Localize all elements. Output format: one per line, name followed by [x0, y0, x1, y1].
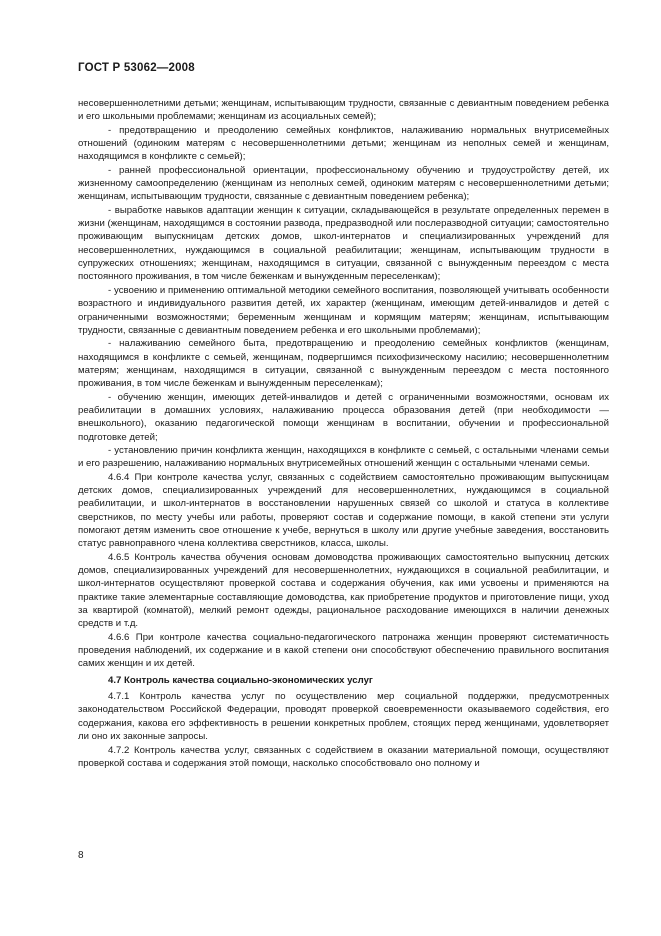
- list-item: - налаживанию семейного быта, предотвращению и преодолению семейных конфликтов (женщинам, находящимся в конфликте с семьей, женщинам, подвергшимся психофизическому насилию; несовершеннолетним матерям; женщинам, находящимся в ситуации, связанной с вынужденным переездом с места постоянного проживания, в том числе беженкам и вынужденным переселенкам);: [78, 338, 609, 390]
- section-heading-4-7: 4.7 Контроль качества социально-экономических услуг: [108, 674, 373, 686]
- document-body: [78, 97, 609, 770]
- list-item: - установлению причин конфликта женщин, находящихся в конфликте с семьей, с остальными членами семьи и его разрешению, налаживанию нормальных внутрисемейных отношений женщин с остальными членами семьи.: [78, 444, 609, 470]
- standard-header: ГОСТ Р 53062—2008: [78, 62, 195, 74]
- paragraph-continuation: несовершеннолетними детьми; женщинам, испытывающим трудности, связанные с девиантным поведением ребенка и его школьными проблемами; женщинам из асоциальных семей);: [78, 98, 609, 123]
- clause-4-6-4: 4.6.4 При контроле качества услуг, связанных с содействием самостоятельно проживающим выпускницам детских домов, специализированных учреждений для несовершеннолетних, нуждающимся в социальной реабилитации, и школ-интернатов в восстановлении нарушенных связей со школой и статуса в коллективе сверстников, по месту учебы или работы, проверяют состав и содержание помощи, в какой степени эти услуги помогают детям изменить свое отношение к учебе, вернуться в школу или другие учебные заведения, восстановить статус равноправного члена коллектива сверстников, класса, школы.: [78, 471, 609, 550]
- page-number: 8: [78, 850, 84, 861]
- list-item: - ранней профессиональной ориентации, профессиональному обучению и трудоустройству детей, их жизненному самоопределению (женщинам из неполных семей, одиноким матерям с несовершеннолетними детьми; женщинам, испытывающим трудности, связанные с девиантным поведением ребенка);: [78, 164, 609, 203]
- clause-4-7-1: 4.7.1 Контроль качества услуг по осуществлению мер социальной поддержки, предусмотренных законодательством Российской Федерации, проводят проверкой своевременности оказываемого содействия, его содержания, какова его эффективность в решении конкретных проблем, стоящих перед женщинами, удовлетворяет ли оно их законные запросы.: [78, 691, 609, 743]
- list-item: - предотвращению и преодолению семейных конфликтов, налаживанию нормальных внутрисемейных отношений (одиноким матерям с несовершеннолетними детьми; женщинам из неполных семей и женщинам, находящимся в конфликте с семьей);: [78, 124, 609, 163]
- clause-4-6-5: 4.6.5 Контроль качества обучения основам домоводства проживающих самостоятельно выпускниц детских домов, специализированных учреждений для несовершеннолетних, нуждающихся в социальной реабилитации, и школ-интернатов осуществляют проверкой состава и содержания обучения, как ими усвоены и применяются на практике такие элементарные составляющие домоводства, как приобретение продуктов и приготовление пищи, уход за квартирой (комнатой), мелкий ремонт одежды, рациональное расходование имеющихся в наличии денежных средств и т.д.: [78, 551, 609, 630]
- clause-4-6-6: 4.6.6 При контроле качества социально-педагогического патронажа женщин проверяют систематичность проведения наблюдений, их содержание и в какой степени они способствуют обеспечению правильного воспитания самих женщин и их детей.: [78, 631, 609, 670]
- list-item: - выработке навыков адаптации женщин к ситуации, складывающейся в результате определенных перемен в жизни (женщинам, находящимся в состоянии развода, предразводной или послеразводной ситуации; самостоятельно проживающим выпускницам детских домов, школ-интернатов и специализированных учреждений для несовершеннолетних, нуждающимся в социальной реабилитации; женщинам, испытывающим трудности в супружеских отношениях; женщинам, находящимся в ситуации, связанной с вынужденным переездом с места постоянного проживания, в том числе беженкам и вынужденным переселенкам);: [78, 204, 609, 283]
- list-item: - усвоению и применению оптимальной методики семейного воспитания, позволяющей учитывать особенности возрастного и индивидуального развития детей, их характер (женщинам, имеющим детей-инвалидов и детей с ограниченными возможностями; беременным женщинам и кормящим матерям; женщинам, испытывающим трудности, связанные с девиантным поведением ребенка и его школьными проблемами);: [78, 284, 609, 336]
- list-item: - обучению женщин, имеющих детей-инвалидов и детей с ограниченными возможностями, основам их реабилитации в домашних условиях, налаживанию процесса образования детей (при необходимости — внешкольного), оказанию педагогической помощи женщинам в воспитании, обучении и профессиональной подготовке детей;: [78, 391, 609, 443]
- clause-4-7-2: 4.7.2 Контроль качества услуг, связанных с содействием в оказании материальной помощи, осуществляют проверкой состава и содержания этой помощи, насколько способствовало оно полному и: [78, 744, 609, 769]
